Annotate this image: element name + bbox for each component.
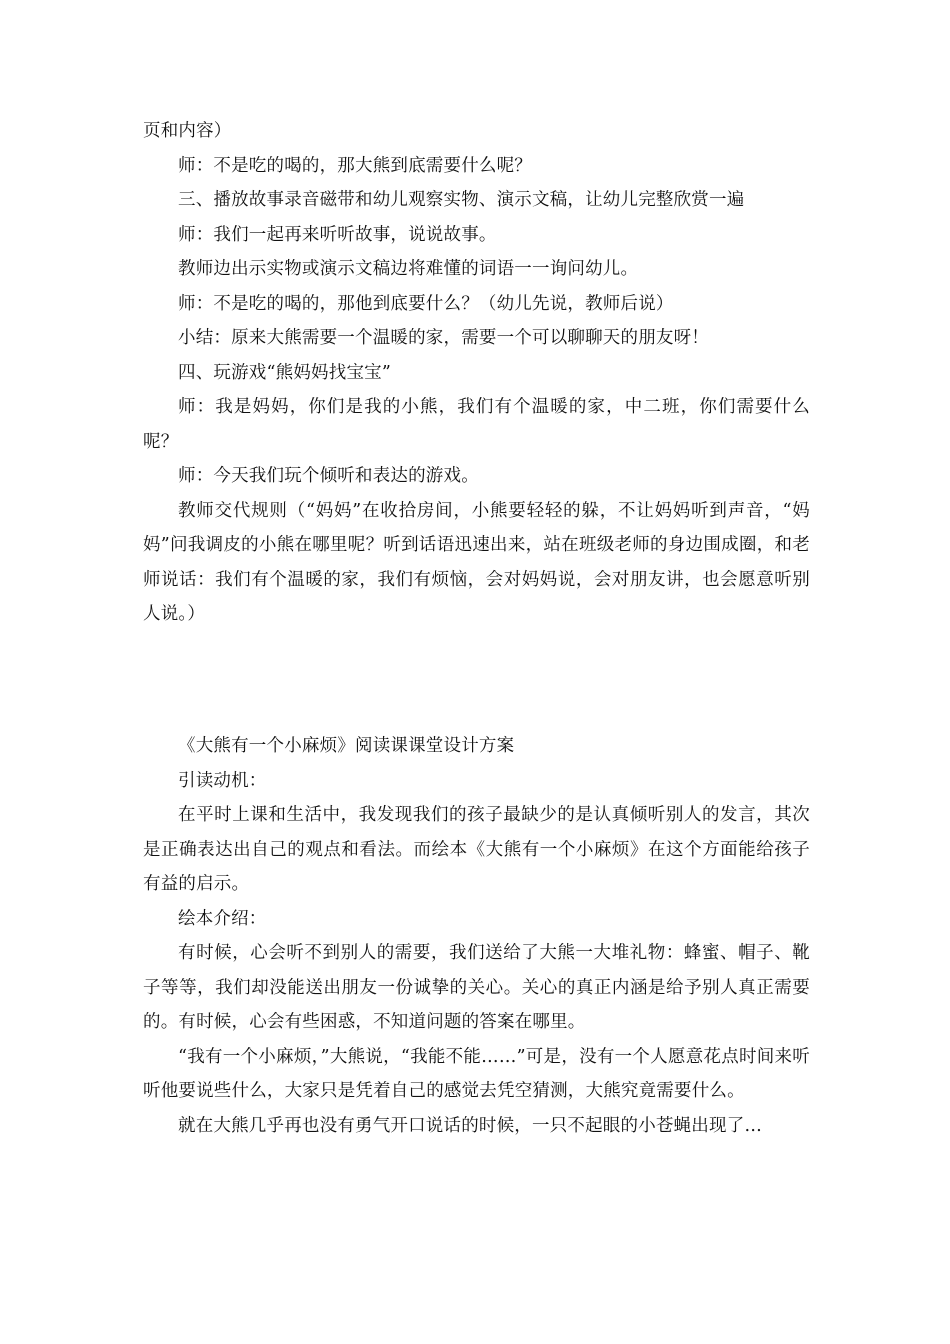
paragraph-step-four-heading: 四、玩游戏“熊妈妈找宝宝” bbox=[178, 362, 391, 383]
section-title: 《大熊有一个小麻烦》阅读课课堂设计方案 bbox=[178, 736, 515, 756]
heading-reading-motivation: 引读动机： bbox=[178, 770, 267, 791]
paragraph-continuation: 页和内容） bbox=[143, 121, 232, 141]
lesson-activity-section bbox=[143, 114, 810, 632]
paragraph-introduction-2: “我有一个小麻烦，”大熊说，“我能不能……”可是，没有一个人愿意花点时间来听听他要说些什么，大家只是凭着自己的感觉去凭空猜测，大熊究竟需要什么。 bbox=[143, 1046, 810, 1101]
paragraph-introduction-3: 就在大熊几乎再也没有勇气开口说话的时候，一只不起眼的小苍蝇出现了… bbox=[178, 1115, 763, 1136]
paragraph-game-rules: 教师交代规则（“妈妈”在收拾房间，小熊要轻轻的躲，不让妈妈听到声音，“妈妈”问我调皮的小熊在哪里呢？听到话语迅速出来，站在班级老师的身边围成圈，和老师说话：我们有个温暖的家，我们有烦恼，会对妈妈说，会对朋友讲，也会愿意听别人说。） bbox=[143, 500, 810, 624]
paragraph-summary: 小结：原来大熊需要一个温暖的家，需要一个可以聊聊天的朋友呀！ bbox=[178, 328, 709, 348]
paragraph-teacher-mother: 师：我是妈妈，你们是我的小熊，我们有个温暖的家，中二班，你们需要什么呢？ bbox=[143, 397, 810, 452]
heading-book-introduction: 绘本介绍： bbox=[178, 908, 267, 929]
paragraph-teacher-game: 师：今天我们玩个倾听和表达的游戏。 bbox=[178, 466, 479, 486]
paragraph-teacher-retell: 师：我们一起再来听听故事，说说故事。 bbox=[178, 224, 497, 245]
reading-lesson-section bbox=[143, 729, 810, 1143]
paragraph-motivation: 在平时上课和生活中，我发现我们的孩子最缺少的是认真倾听别人的发言，其次是正确表达出自己的观点和看法。而绘本《大熊有一个小麻烦》在这个方面能给孩子有益的启示。 bbox=[143, 805, 810, 894]
paragraph-step-three-heading: 三、播放故事录音磁带和幼儿观察实物、演示文稿，让幼儿完整欣赏一遍 bbox=[178, 190, 745, 210]
paragraph-teacher-question-2: 师：不是吃的喝的，那他到底要什么？（幼儿先说，教师后说） bbox=[178, 293, 674, 314]
paragraph-introduction-1: 有时候，心会听不到别人的需要，我们送给了大熊一大堆礼物：蜂蜜、帽子、靴子等等，我们却没能送出朋友一份诚挚的关心。关心的真正内涵是给予别人真正需要的。有时候，心会有些困惑，不知道问题的答案在哪里。 bbox=[143, 943, 810, 1032]
paragraph-teacher-question: 师：不是吃的喝的，那大熊到底需要什么呢？ bbox=[178, 155, 532, 176]
paragraph-teacher-vocabulary: 教师边出示实物或演示文稿边将难懂的词语一一询问幼儿。 bbox=[178, 259, 639, 279]
